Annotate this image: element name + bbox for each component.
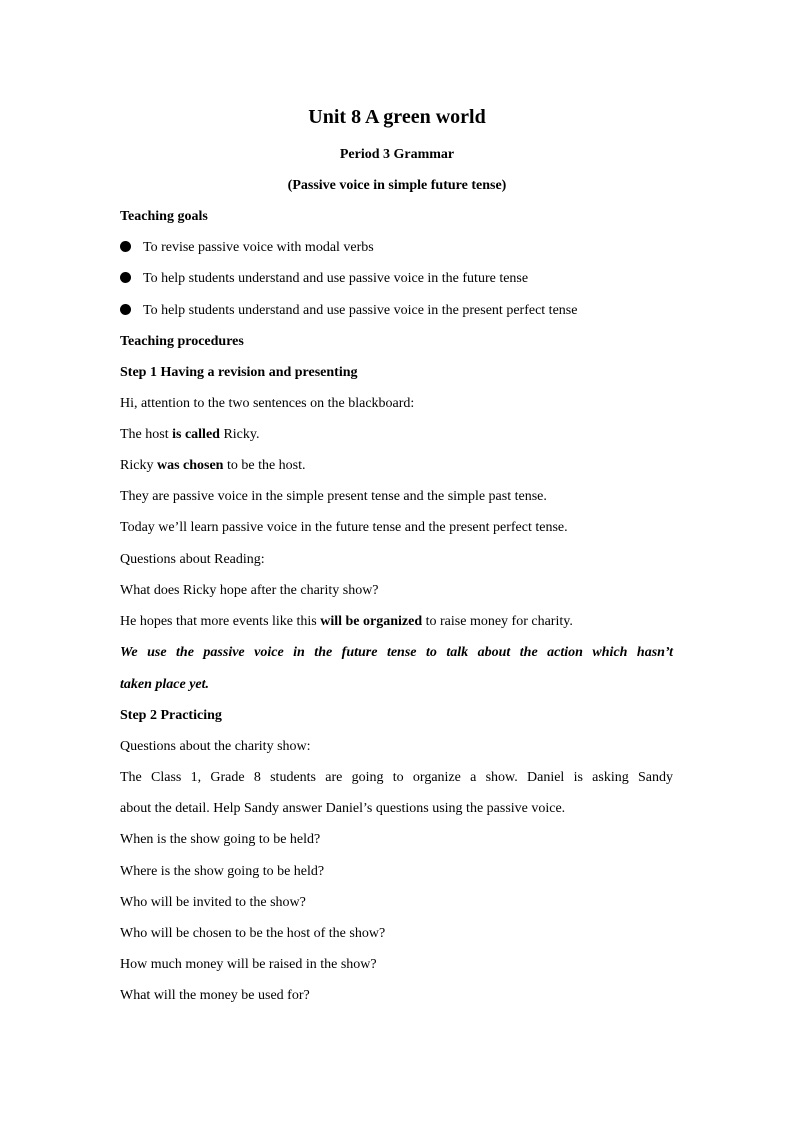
practice-question: What will the money be used for? — [120, 988, 310, 1003]
practice-question: Who will be chosen to be the host of the show? — [120, 926, 386, 941]
practice-question: Where is the show going to be held? — [120, 864, 325, 879]
tense-note-2: Today we’ll learn passive voice in the future tense and the present perfect tense. — [120, 520, 568, 535]
grammar-focus: (Passive voice in simple future tense) — [287, 178, 507, 193]
charity-questions-heading: Questions about the charity show: — [120, 739, 311, 754]
reading-answer: He hopes that more events like this will be organized to raise money for charity. — [120, 614, 573, 629]
procedures-heading: Teaching procedures — [120, 334, 244, 349]
step1-intro: Hi, attention to the two sentences on the blackboard: — [120, 396, 415, 411]
bullet-icon — [120, 241, 131, 252]
practice-question: How much money will be raised in the show? — [120, 957, 377, 972]
practice-question: Who will be invited to the show? — [120, 895, 306, 910]
period-subtitle: Period 3 Grammar — [339, 147, 455, 162]
bullet-icon — [120, 304, 131, 315]
goals-heading: Teaching goals — [120, 209, 208, 224]
reading-question: What does Ricky hope after the charity show? — [120, 583, 379, 598]
example-sentence-1: The host is called Ricky. — [120, 427, 260, 442]
step1-heading: Step 1 Having a revision and presenting — [120, 365, 358, 380]
task-paragraph-line-2: about the detail. Help Sandy answer Daniel’s questions using the passive voice. — [120, 801, 566, 816]
task-paragraph-line-1: The Class 1, Grade 8 students are going to organize a show. Daniel is asking Sandy — [120, 770, 673, 785]
bullet-icon — [120, 272, 131, 283]
tense-note-1: They are passive voice in the simple present tense and the simple past tense. — [120, 489, 547, 504]
goal-item: To help students understand and use passive voice in the present perfect tense — [120, 301, 577, 321]
step2-heading: Step 2 Practicing — [120, 708, 222, 723]
reading-questions-heading: Questions about Reading: — [120, 552, 265, 567]
example-sentence-2: Ricky was chosen to be the host. — [120, 458, 306, 473]
goal-item: To revise passive voice with modal verbs — [120, 238, 374, 258]
unit-title: Unit 8 A green world — [308, 106, 486, 128]
goal-item: To help students understand and use passive voice in the future tense — [120, 269, 528, 289]
practice-question: When is the show going to be held? — [120, 832, 321, 847]
rule-line-1: We use the passive voice in the future tense to talk about the action which hasn’t — [120, 645, 673, 660]
rule-line-2: taken place yet. — [120, 677, 210, 692]
